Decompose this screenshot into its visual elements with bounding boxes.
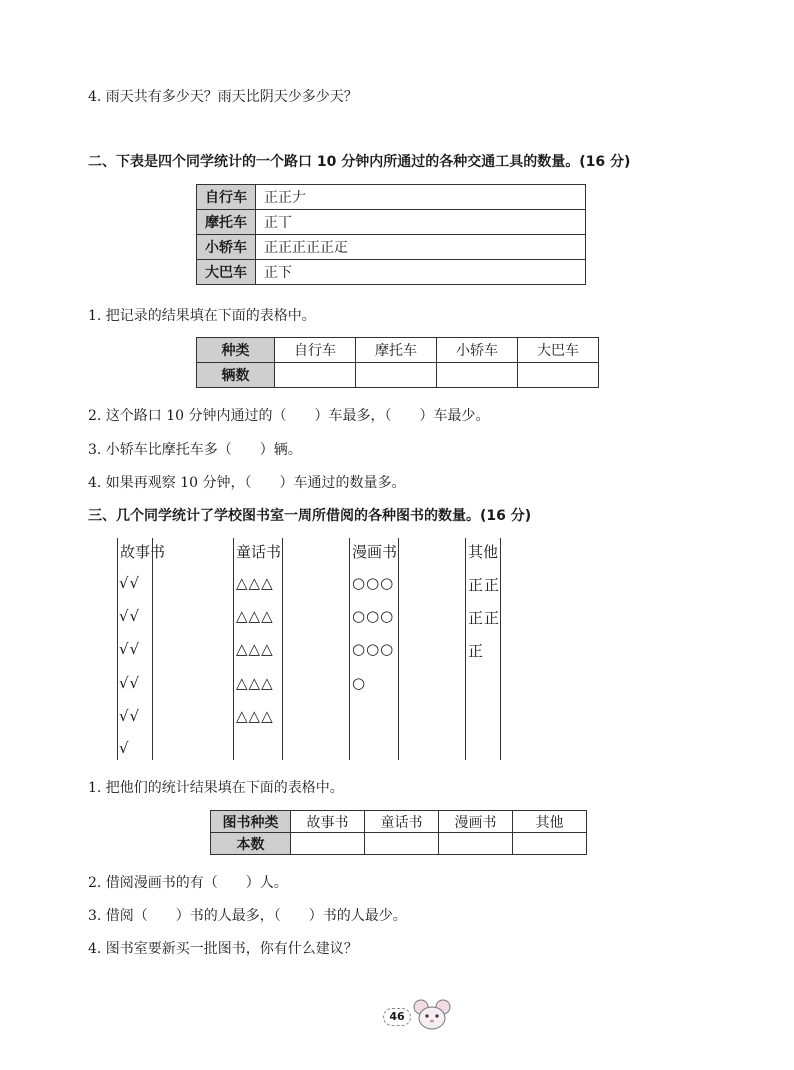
tally-label: 小轿车 bbox=[197, 235, 256, 260]
section-3-question-1: 1. 把他们的统计结果填在下面的表格中。 bbox=[88, 780, 344, 796]
tally-column-title: 故事书 bbox=[120, 543, 166, 561]
tally-label: 自行车 bbox=[197, 185, 256, 210]
tally-label: 摩托车 bbox=[197, 210, 256, 235]
table-row bbox=[197, 210, 586, 235]
section-3-question-4: 4. 图书室要新买一批图书，你有什么建议？ bbox=[88, 941, 358, 957]
table-column-header: 其他 bbox=[513, 811, 587, 833]
tally-mark: √√ bbox=[119, 674, 141, 692]
table-column-header: 大巴车 bbox=[518, 338, 599, 363]
table-column-header: 童话书 bbox=[365, 811, 439, 833]
tally-mark: △△△ bbox=[236, 607, 274, 625]
tally-mark: 正正 bbox=[468, 576, 501, 594]
table-column-header: 摩托车 bbox=[356, 338, 437, 363]
table-column-header: 漫画书 bbox=[439, 811, 513, 833]
tally-mark: △△△ bbox=[236, 640, 274, 658]
tally-marks: 正丅 bbox=[256, 210, 586, 235]
answer-cell[interactable] bbox=[513, 833, 587, 855]
tally-mark: ○○○ bbox=[352, 574, 395, 592]
answer-cell[interactable] bbox=[439, 833, 513, 855]
page-number: 46 bbox=[383, 1008, 411, 1026]
table-row-label: 本数 bbox=[211, 833, 291, 855]
tally-marks: 正正𠂇 bbox=[256, 185, 586, 210]
tally-label: 大巴车 bbox=[197, 260, 256, 285]
table-header-label: 图书种类 bbox=[211, 811, 291, 833]
table-header-label: 种类 bbox=[197, 338, 275, 363]
tally-column-title: 童话书 bbox=[236, 543, 282, 561]
tally-mark: ○○○ bbox=[352, 607, 395, 625]
tally-mark: △△△ bbox=[236, 707, 274, 725]
tally-column-title: 其他 bbox=[468, 543, 499, 561]
table-column-header: 小轿车 bbox=[437, 338, 518, 363]
section-3-question-2: 2. 借阅漫画书的有（ ）人。 bbox=[88, 875, 288, 891]
answer-cell[interactable] bbox=[365, 833, 439, 855]
table-row bbox=[197, 338, 599, 363]
table-column-header: 自行车 bbox=[275, 338, 356, 363]
tally-mark: ○ bbox=[352, 674, 367, 692]
tally-mark: ○○○ bbox=[352, 640, 395, 658]
table-row-label: 辆数 bbox=[197, 363, 275, 388]
table-column-header: 故事书 bbox=[291, 811, 365, 833]
answer-cell[interactable] bbox=[518, 363, 599, 388]
tally-marks: 正下 bbox=[256, 260, 586, 285]
section-3-question-3: 3. 借阅（ ）书的人最多，（ ）书的人最少。 bbox=[88, 908, 407, 924]
tally-mark: √√ bbox=[119, 707, 141, 725]
section-2-question-4: 4. 如果再观察 10 分钟，（ ）车通过的数量多。 bbox=[88, 475, 406, 491]
tally-marks: 正正正正正𤴓 bbox=[256, 235, 586, 260]
section-2-question-2: 2. 这个路口 10 分钟内通过的（ ）车最多，（ ）车最少。 bbox=[88, 408, 490, 424]
table-row bbox=[211, 833, 587, 855]
mouse-mascot-icon bbox=[412, 998, 452, 1032]
table-row bbox=[197, 260, 586, 285]
question-4-rain-days: 4. 雨天共有多少天？雨天比阴天少多少天？ bbox=[88, 89, 358, 105]
table-row bbox=[211, 811, 587, 833]
section-2-question-1: 1. 把记录的结果填在下面的表格中。 bbox=[88, 308, 316, 324]
answer-cell[interactable] bbox=[275, 363, 356, 388]
tally-mark: 正 bbox=[468, 642, 485, 660]
section-2-heading: 二、下表是四个同学统计的一个路口 10 分钟内所通过的各种交通工具的数量。(16 分) bbox=[88, 154, 631, 170]
tally-mark: √ bbox=[119, 739, 130, 757]
answer-cell[interactable] bbox=[356, 363, 437, 388]
tally-mark: √√ bbox=[119, 607, 141, 625]
vehicle-count-table bbox=[196, 337, 599, 388]
section-3-heading: 三、几个同学统计了学校图书室一周所借阅的各种图书的数量。(16 分) bbox=[88, 508, 532, 524]
table-row bbox=[197, 363, 599, 388]
table-row bbox=[197, 235, 586, 260]
tally-mark: △△△ bbox=[236, 574, 274, 592]
tally-mark: √√ bbox=[119, 574, 141, 592]
answer-cell[interactable] bbox=[291, 833, 365, 855]
tally-mark: 正正 bbox=[468, 609, 501, 627]
tally-mark: √√ bbox=[119, 640, 141, 658]
book-count-table bbox=[210, 810, 587, 855]
tally-mark: △△△ bbox=[236, 674, 274, 692]
tally-column-title: 漫画书 bbox=[352, 543, 398, 561]
table-row bbox=[197, 185, 586, 210]
answer-cell[interactable] bbox=[437, 363, 518, 388]
traffic-tally-table bbox=[196, 184, 586, 285]
section-2-question-3: 3. 小轿车比摩托车多（ ）辆。 bbox=[88, 442, 302, 458]
